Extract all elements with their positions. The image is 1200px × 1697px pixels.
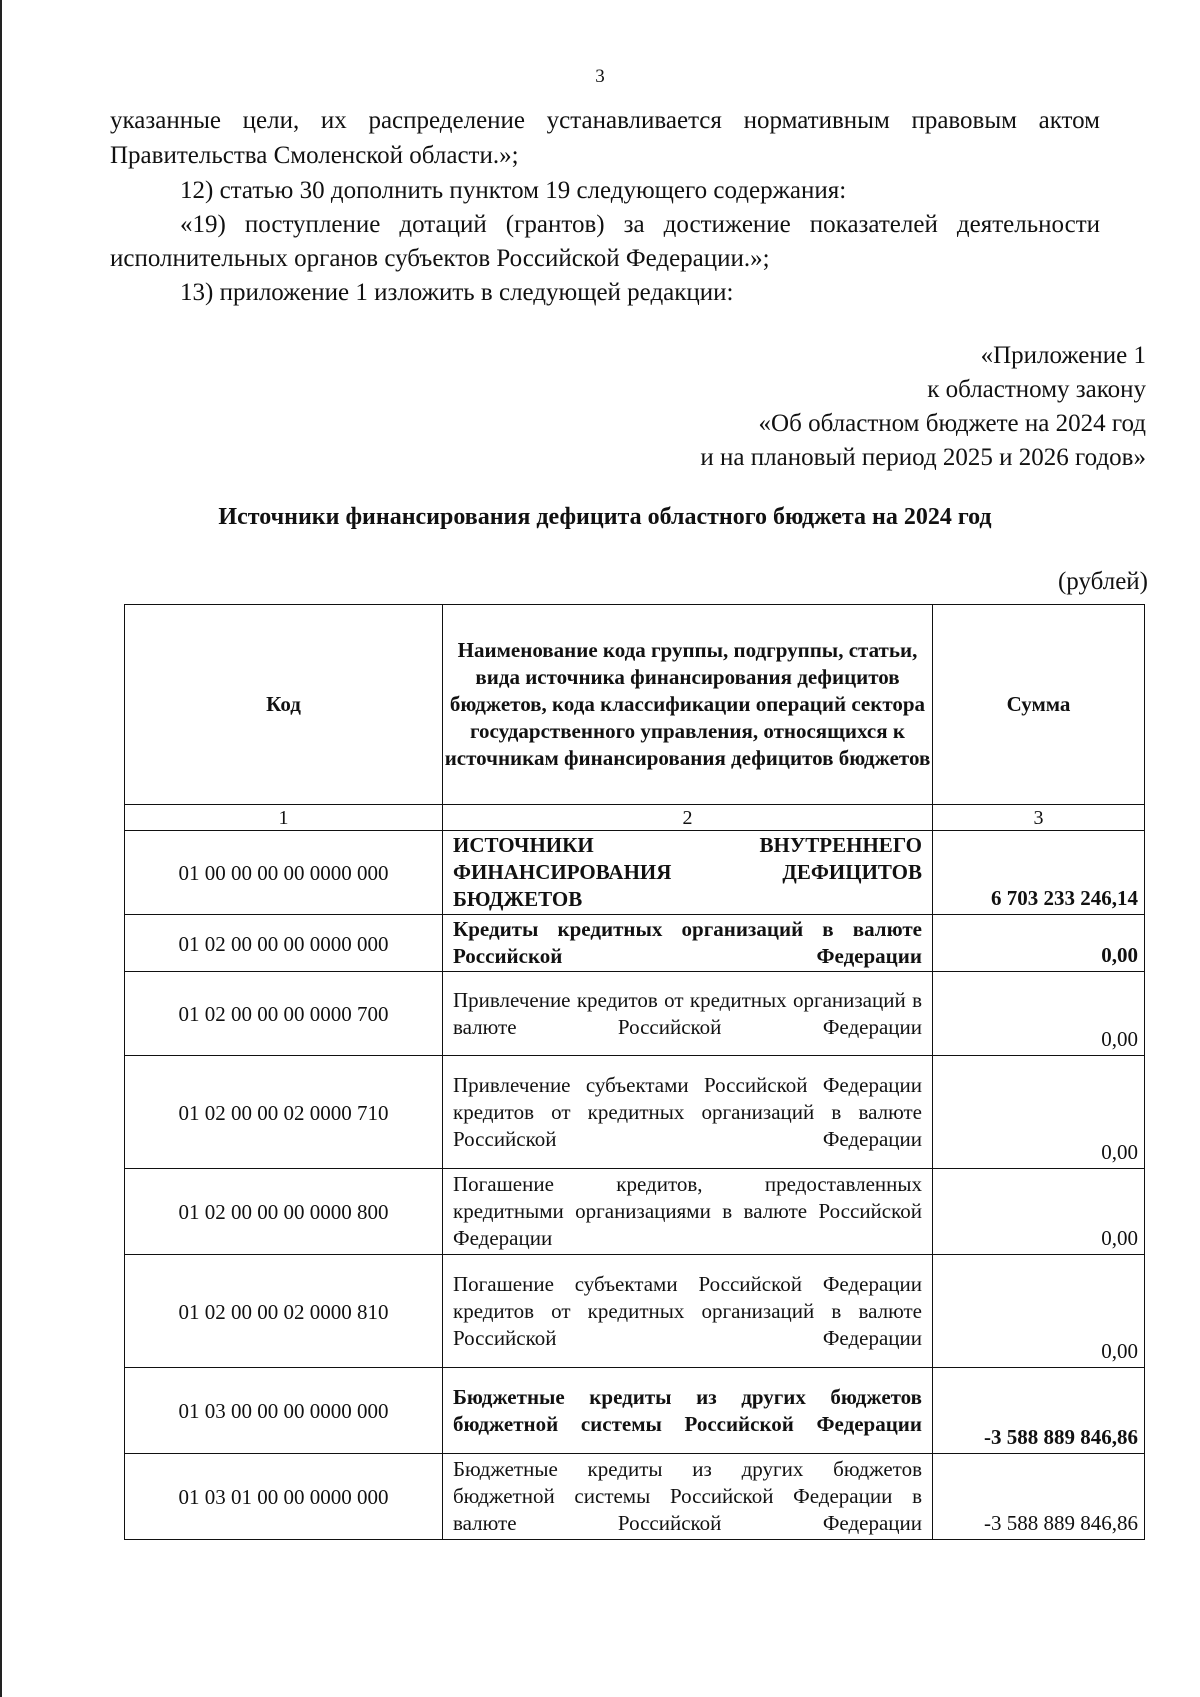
row-sum: 0,00 xyxy=(933,972,1145,1056)
row-code: 01 02 00 00 02 0000 810 xyxy=(125,1255,443,1368)
paragraph-1-line-1: указанные цели, их распределение устанавливается нормативным правовым актом xyxy=(110,107,1100,134)
row-sum: 0,00 xyxy=(933,915,1145,972)
row-sum: -3 588 889 846,86 xyxy=(933,1368,1145,1454)
row-code: 01 00 00 00 00 0000 000 xyxy=(125,831,443,915)
row-name: Погашение субъектами Российской Федерации кредитов от кредитных организаций в валюте Российской Федерации xyxy=(443,1255,933,1368)
paragraph-3-line-2: исполнительных органов субъектов Российской Федерации.»; xyxy=(110,245,770,272)
table-row xyxy=(125,972,1145,1056)
units-label: (рублей) xyxy=(1057,568,1148,595)
page-number: 3 xyxy=(595,66,605,87)
row-name: Привлечение субъектами Российской Федерации кредитов от кредитных организаций в валюте Российской Федерации xyxy=(443,1056,933,1169)
table-row xyxy=(125,1169,1145,1255)
row-sum: 0,00 xyxy=(933,1169,1145,1255)
row-code: 01 02 00 00 02 0000 710 xyxy=(125,1056,443,1169)
row-sum: -3 588 889 846,86 xyxy=(933,1454,1145,1540)
appendix-line-4: и на плановый период 2025 и 2026 годов» xyxy=(700,444,1146,471)
row-code: 01 03 00 00 00 0000 000 xyxy=(125,1368,443,1454)
row-name: Бюджетные кредиты из других бюджетов бюджетной системы Российской Федерации в валюте Российской Федерации xyxy=(443,1454,933,1540)
row-code: 01 03 01 00 00 0000 000 xyxy=(125,1454,443,1540)
appendix-line-3: «Об областном бюджете на 2024 год xyxy=(758,410,1146,437)
page-left-border xyxy=(0,0,2,1697)
table-row xyxy=(125,1056,1145,1169)
appendix-line-2: к областному закону xyxy=(927,376,1146,403)
row-name: Погашение кредитов, предоставленных кредитными организациями в валюте Российской Федерации xyxy=(443,1169,933,1255)
column-number-1: 1 xyxy=(125,805,443,831)
column-number-row xyxy=(125,805,1145,831)
table-row xyxy=(125,915,1145,972)
financing-sources-table xyxy=(124,604,1145,1540)
row-sum: 0,00 xyxy=(933,1056,1145,1169)
row-code: 01 02 00 00 00 0000 700 xyxy=(125,972,443,1056)
table-row xyxy=(125,1454,1145,1540)
table-header-row xyxy=(125,605,1145,805)
header-name: Наименование кода группы, подгруппы, статьи, вида источника финансирования дефицитов бюджетов, кода классификации операций сектора государственного управления, относящихся к источникам финансирования дефицитов бюджетов xyxy=(443,605,933,805)
row-name: Бюджетные кредиты из других бюджетов бюджетной системы Российской Федерации xyxy=(443,1368,933,1454)
paragraph-4: 13) приложение 1 изложить в следующей редакции: xyxy=(180,279,734,306)
paragraph-2: 12) статью 30 дополнить пунктом 19 следующего содержания: xyxy=(180,177,847,204)
header-code: Код xyxy=(125,605,443,805)
row-name: Кредиты кредитных организаций в валюте Российской Федерации xyxy=(443,915,933,972)
appendix-line-1: «Приложение 1 xyxy=(980,342,1146,369)
table-heading: Источники финансирования дефицита областного бюджета на 2024 год xyxy=(218,504,992,530)
row-sum: 0,00 xyxy=(933,1255,1145,1368)
column-number-3: 3 xyxy=(933,805,1145,831)
paragraph-1-line-2: Правительства Смоленской области.»; xyxy=(110,142,519,169)
header-sum: Сумма xyxy=(933,605,1145,805)
row-sum: 6 703 233 246,14 xyxy=(933,831,1145,915)
table-row xyxy=(125,1368,1145,1454)
row-code: 01 02 00 00 00 0000 000 xyxy=(125,915,443,972)
column-number-2: 2 xyxy=(443,805,933,831)
row-name: Привлечение кредитов от кредитных организаций в валюте Российской Федерации xyxy=(443,972,933,1056)
paragraph-3-line-1: «19) поступление дотаций (грантов) за достижение показателей деятельности xyxy=(180,211,1100,238)
table-row xyxy=(125,1255,1145,1368)
table-row xyxy=(125,831,1145,915)
row-code: 01 02 00 00 00 0000 800 xyxy=(125,1169,443,1255)
row-name: ИСТОЧНИКИ ВНУТРЕННЕГО ФИНАНСИРОВАНИЯ ДЕФИЦИТОВ БЮДЖЕТОВ xyxy=(443,831,933,915)
